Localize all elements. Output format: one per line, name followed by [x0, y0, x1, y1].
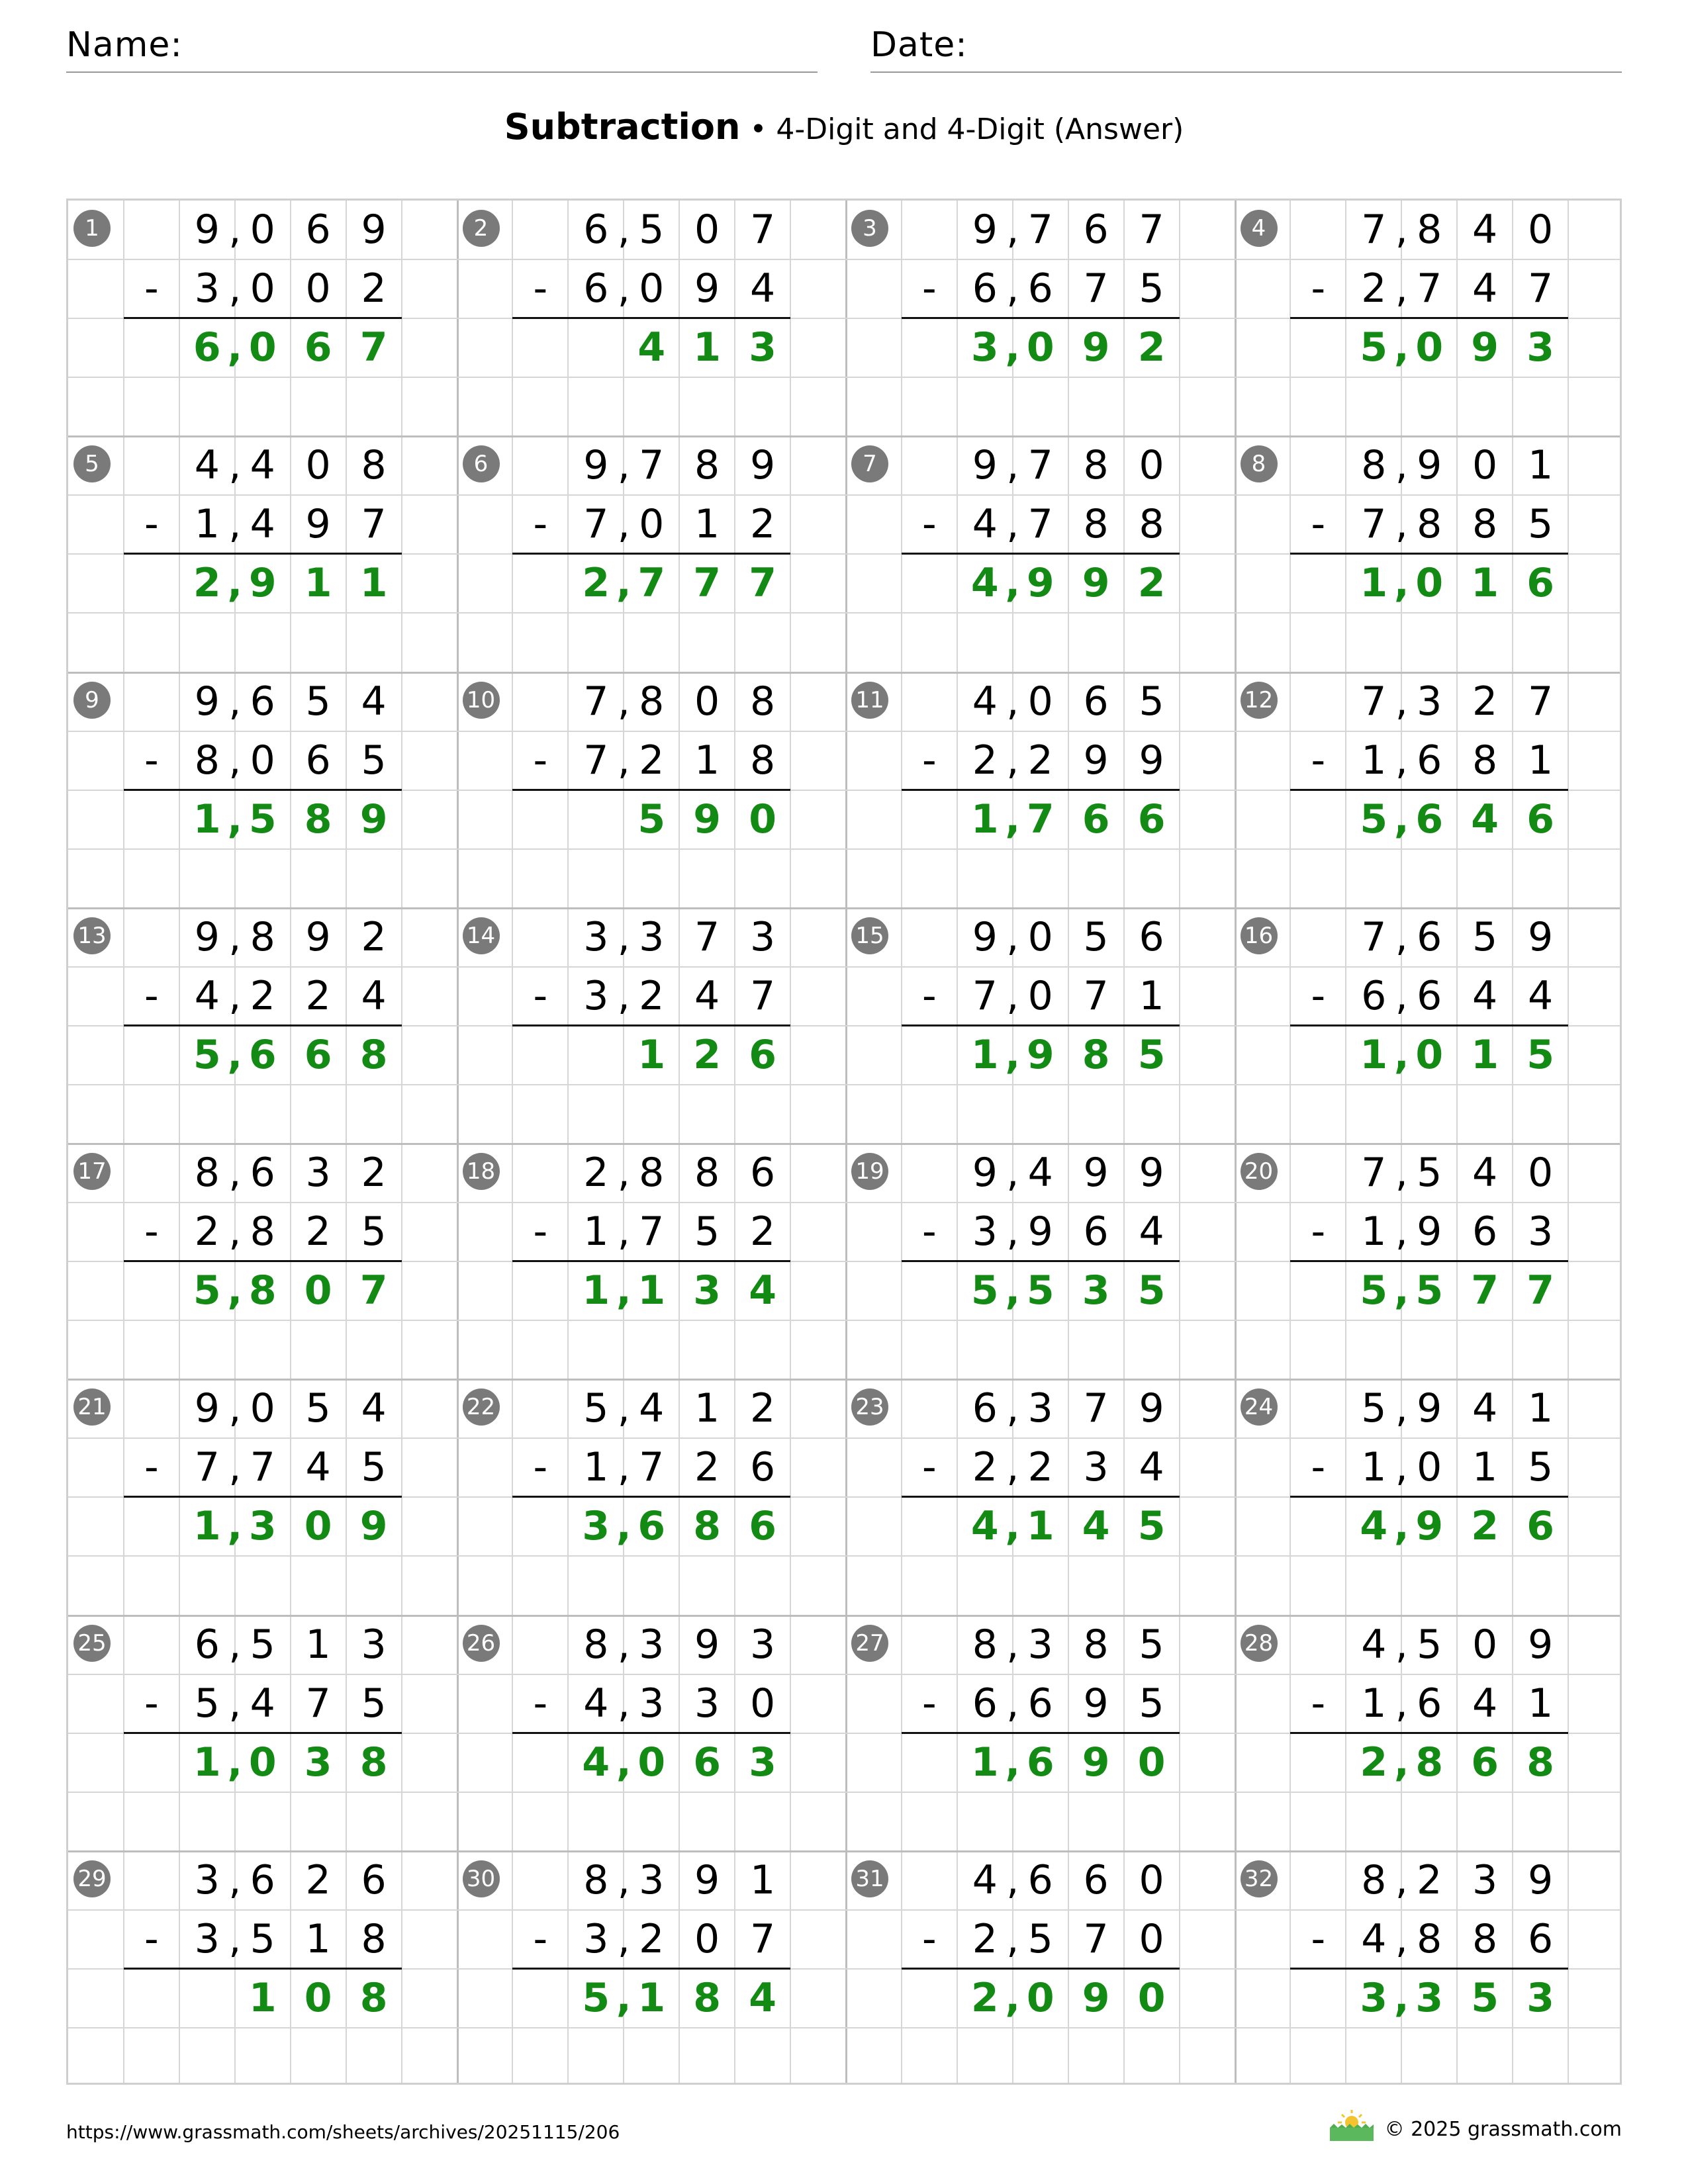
title-main: Subtraction [504, 106, 741, 148]
subtrahend: 1 0 1 5 , [1361, 1444, 1554, 1491]
minus-sign: - [922, 265, 937, 312]
minus-sign: - [533, 265, 548, 312]
minus-sign: - [144, 1208, 159, 1255]
problem [1235, 1379, 1624, 1615]
footer-url: https://www.grassmath.com/sheets/archives/20251115/206 [66, 2121, 620, 2143]
answer[interactable]: 2 9 1 1 , [193, 560, 388, 607]
subtrahend: 7 2 1 8 , [583, 737, 776, 784]
problem-number-badge: 16 [1241, 917, 1278, 954]
problem [457, 672, 846, 908]
subtrahend: 4 7 8 8 , [972, 501, 1164, 548]
subtrahend: 1 9 6 3 , [1361, 1208, 1554, 1255]
subtrahend: 6 0 9 4 , [583, 265, 776, 312]
problem [68, 1615, 457, 1851]
name-field[interactable] [66, 19, 818, 73]
minuend: 9 8 9 2 , [194, 913, 387, 960]
problem-number-badge: 2 [463, 210, 500, 247]
subtrahend: 3 2 4 7 , [583, 972, 776, 1019]
problem [68, 201, 457, 436]
minuend: 5 9 4 1 , [1361, 1385, 1554, 1432]
answer[interactable]: 2 8 6 8 , [1360, 1739, 1554, 1786]
problem-number-badge: 25 [73, 1625, 111, 1662]
problem [1235, 201, 1624, 436]
minus-sign: - [144, 737, 159, 784]
minuend: 9 0 5 4 , [194, 1385, 387, 1432]
answer[interactable]: 1 2 6 [637, 1031, 776, 1078]
answer[interactable]: 1 5 8 9 , [193, 796, 388, 842]
subtrahend: 3 5 1 8 , [194, 1915, 387, 1962]
minuend: 7 3 2 7 , [1361, 678, 1554, 725]
problem [68, 908, 457, 1144]
minus-sign: - [1311, 1444, 1326, 1491]
subtrahend: 6 6 4 4 , [1361, 972, 1554, 1019]
date-field[interactable] [870, 19, 1622, 73]
problem-number-badge: 15 [851, 917, 888, 954]
answer[interactable]: 1 3 0 9 , [193, 1503, 388, 1550]
minuend: 4 6 6 0 , [972, 1856, 1164, 1903]
subtrahend: 4 2 2 4 , [194, 972, 387, 1019]
subtrahend: 2 2 9 9 , [972, 737, 1164, 784]
minus-sign: - [144, 1444, 159, 1491]
minuend: 5 4 1 2 , [583, 1385, 776, 1432]
problem [457, 1851, 846, 2087]
problem-number-badge: 28 [1241, 1625, 1278, 1662]
minus-sign: - [922, 1208, 937, 1255]
page-title [0, 106, 1688, 148]
problem [457, 201, 846, 436]
subtrahend: 6 6 7 5 , [972, 265, 1164, 312]
minuend: 8 3 9 3 , [583, 1621, 776, 1668]
problem [68, 1851, 457, 2087]
problem-number-badge: 6 [463, 445, 500, 482]
problem-number-badge: 26 [463, 1625, 500, 1662]
minuend: 6 3 7 9 , [972, 1385, 1164, 1432]
problem [1235, 1144, 1624, 1379]
problem-number-badge: 18 [463, 1153, 500, 1190]
answer[interactable]: 5 0 9 3 , [1360, 324, 1554, 371]
subtrahend: 7 7 4 5 , [194, 1444, 387, 1491]
problem [68, 1379, 457, 1615]
answer[interactable]: 1 1 3 4 , [582, 1267, 776, 1314]
minuend: 4 4 0 8 , [194, 442, 387, 489]
minuend: 4 5 0 9 , [1361, 1621, 1554, 1668]
problem [1235, 436, 1624, 672]
minus-sign: - [144, 501, 159, 548]
minus-sign: - [1311, 1680, 1326, 1727]
problem-number-badge: 31 [851, 1860, 888, 1897]
minus-sign: - [144, 265, 159, 312]
minuend: 7 8 4 0 , [1361, 206, 1554, 253]
problem-number-badge: 29 [73, 1860, 111, 1897]
problem-number-badge: 1 [73, 210, 111, 247]
answer[interactable]: 4 0 6 3 , [582, 1739, 776, 1786]
subtrahend: 4 8 8 6 , [1361, 1915, 1554, 1962]
problem [846, 1615, 1235, 1851]
minuend: 6 5 0 7 , [583, 206, 776, 253]
minus-sign: - [922, 972, 937, 1019]
minuend: 9 7 6 7 , [972, 206, 1164, 253]
answer[interactable]: 5 5 3 5 , [970, 1267, 1166, 1314]
subtrahend: 7 8 8 5 , [1361, 501, 1554, 548]
problem [457, 436, 846, 672]
subtrahend: 1 6 4 1 , [1361, 1680, 1554, 1727]
minus-sign: - [533, 1208, 548, 1255]
subtrahend: 8 0 6 5 , [194, 737, 387, 784]
problem-number-badge: 9 [73, 682, 111, 719]
problem-number-badge: 17 [73, 1153, 111, 1190]
answer[interactable]: 2 7 7 7 , [582, 560, 776, 607]
minus-sign: - [1311, 265, 1326, 312]
problem [846, 1144, 1235, 1379]
problem-number-badge: 13 [73, 917, 111, 954]
subtrahend: 3 2 0 7 , [583, 1915, 776, 1962]
minus-sign: - [533, 1680, 548, 1727]
footer-copyright: © 2025 grassmath.com [1384, 2118, 1622, 2141]
minus-sign: - [144, 972, 159, 1019]
minus-sign: - [1311, 501, 1326, 548]
minus-sign: - [144, 1915, 159, 1962]
minuend: 9 7 8 0 , [972, 442, 1164, 489]
answer[interactable]: 1 6 9 0 , [970, 1739, 1166, 1786]
minus-sign: - [922, 1444, 937, 1491]
minuend: 3 6 2 6 , [194, 1856, 387, 1903]
subtrahend: 4 3 3 0 , [583, 1680, 776, 1727]
problem [846, 1851, 1235, 2087]
minuend: 9 7 8 9 , [583, 442, 776, 489]
problem [846, 201, 1235, 436]
answer[interactable]: 4 9 2 6 , [1360, 1503, 1554, 1550]
problem [846, 436, 1235, 672]
title-sub: • 4-Digit and 4-Digit (Answer) [740, 113, 1184, 146]
subtrahend: 5 4 7 5 , [194, 1680, 387, 1727]
grass-sun-logo-icon [1327, 2108, 1376, 2144]
problem-number-badge: 30 [463, 1860, 500, 1897]
problem-number-badge: 19 [851, 1153, 888, 1190]
problem-number-badge: 10 [463, 682, 500, 719]
date-label: Date: [870, 25, 968, 65]
minus-sign: - [922, 737, 937, 784]
answer[interactable]: 1 0 3 8 , [193, 1739, 388, 1786]
minuend: 9 0 6 9 , [194, 206, 387, 253]
answer[interactable]: 1 0 1 5 , [1360, 1031, 1554, 1078]
answer[interactable]: 1 7 6 6 , [970, 796, 1166, 842]
minuend: 8 3 8 5 , [972, 1621, 1164, 1668]
answer[interactable]: 4 9 9 2 , [970, 560, 1166, 607]
minus-sign: - [144, 1680, 159, 1727]
answer[interactable]: 4 1 3 [637, 324, 776, 371]
minus-sign: - [533, 1915, 548, 1962]
minuend: 7 5 4 0 , [1361, 1150, 1554, 1196]
answer[interactable]: 1 0 8 [248, 1974, 388, 2021]
problem [846, 672, 1235, 908]
minus-sign: - [922, 1680, 937, 1727]
answer[interactable]: 4 1 4 5 , [970, 1503, 1166, 1550]
answer[interactable]: 5 8 0 7 , [193, 1267, 388, 1314]
minus-sign: - [533, 1444, 548, 1491]
answer[interactable]: 3 6 8 6 , [582, 1503, 776, 1550]
minuend: 6 5 1 3 , [194, 1621, 387, 1668]
answer[interactable]: 2 0 9 0 , [970, 1974, 1166, 2021]
subtrahend: 6 6 9 5 , [972, 1680, 1164, 1727]
minuend: 4 0 6 5 , [972, 678, 1164, 725]
subtrahend: 2 5 7 0 , [972, 1915, 1164, 1962]
subtrahend: 3 9 6 4 , [972, 1208, 1164, 1255]
minus-sign: - [1311, 972, 1326, 1019]
minuend: 9 4 9 9 , [972, 1150, 1164, 1196]
problem [846, 1379, 1235, 1615]
subtrahend: 7 0 7 1 , [972, 972, 1164, 1019]
subtrahend: 1 7 5 2 , [583, 1208, 776, 1255]
problem [457, 1615, 846, 1851]
minus-sign: - [533, 737, 548, 784]
minuend: 7 6 5 9 , [1361, 913, 1554, 960]
problem-number-badge: 21 [73, 1388, 111, 1426]
problem [846, 908, 1235, 1144]
answer[interactable]: 3 0 9 2 , [970, 324, 1166, 371]
name-label: Name: [66, 25, 183, 65]
problem [1235, 908, 1624, 1144]
problem-number-badge: 23 [851, 1388, 888, 1426]
problem [457, 1379, 846, 1615]
minus-sign: - [922, 501, 937, 548]
minuend: 8 2 3 9 , [1361, 1856, 1554, 1903]
problem [68, 436, 457, 672]
problem-number-badge: 22 [463, 1388, 500, 1426]
answer[interactable]: 5 9 0 [637, 796, 776, 842]
subtrahend: 3 0 0 2 , [194, 265, 387, 312]
answer[interactable]: 1 9 8 5 , [970, 1031, 1166, 1078]
problem-number-badge: 32 [1241, 1860, 1278, 1897]
subtrahend: 1 4 9 7 , [194, 501, 387, 548]
minuend: 8 6 3 2 , [194, 1150, 387, 1196]
answer[interactable]: 1 0 1 6 , [1360, 560, 1554, 607]
problem-number-badge: 12 [1241, 682, 1278, 719]
subtrahend: 2 8 2 5 , [194, 1208, 387, 1255]
problem-number-badge: 27 [851, 1625, 888, 1662]
answer[interactable]: 6 0 6 7 , [193, 324, 388, 371]
minus-sign: - [922, 1915, 937, 1962]
problem [1235, 672, 1624, 908]
problem-number-badge: 20 [1241, 1153, 1278, 1190]
problem [1235, 1851, 1624, 2087]
minuend: 9 6 5 4 , [194, 678, 387, 725]
problem-number-badge: 7 [851, 445, 888, 482]
problem [457, 1144, 846, 1379]
minuend: 2 8 8 6 , [583, 1150, 776, 1196]
answer[interactable]: 5 1 8 4 , [582, 1974, 776, 2021]
minuend: 9 0 5 6 , [972, 913, 1164, 960]
problem-number-badge: 14 [463, 917, 500, 954]
subtrahend: 7 0 1 2 , [583, 501, 776, 548]
minuend: 3 3 7 3 , [583, 913, 776, 960]
minus-sign: - [1311, 1208, 1326, 1255]
answer[interactable]: 5 5 7 7 , [1360, 1267, 1554, 1314]
problem-number-badge: 8 [1241, 445, 1278, 482]
minus-sign: - [1311, 737, 1326, 784]
minuend: 8 3 9 1 , [583, 1856, 776, 1903]
problem-number-badge: 11 [851, 682, 888, 719]
problem [68, 672, 457, 908]
problem [68, 1144, 457, 1379]
problem [457, 908, 846, 1144]
problem-number-badge: 3 [851, 210, 888, 247]
problem-number-badge: 24 [1241, 1388, 1278, 1426]
minuend: 8 9 0 1 , [1361, 442, 1554, 489]
subtrahend: 2 7 4 7 , [1361, 265, 1554, 312]
worksheet-grid [66, 199, 1622, 2085]
answer[interactable]: 5 6 4 6 , [1360, 796, 1554, 842]
minus-sign: - [533, 501, 548, 548]
minus-sign: - [1311, 1915, 1326, 1962]
problem-number-badge: 5 [73, 445, 111, 482]
minus-sign: - [533, 972, 548, 1019]
problem-number-badge: 4 [1241, 210, 1278, 247]
subtrahend: 1 6 8 1 , [1361, 737, 1554, 784]
minuend: 7 8 0 8 , [583, 678, 776, 725]
subtrahend: 2 2 3 4 , [972, 1444, 1164, 1491]
answer[interactable]: 3 3 5 3 , [1360, 1974, 1554, 2021]
subtrahend: 1 7 2 6 , [583, 1444, 776, 1491]
problem [1235, 1615, 1624, 1851]
answer[interactable]: 5 6 6 8 , [193, 1031, 388, 1078]
